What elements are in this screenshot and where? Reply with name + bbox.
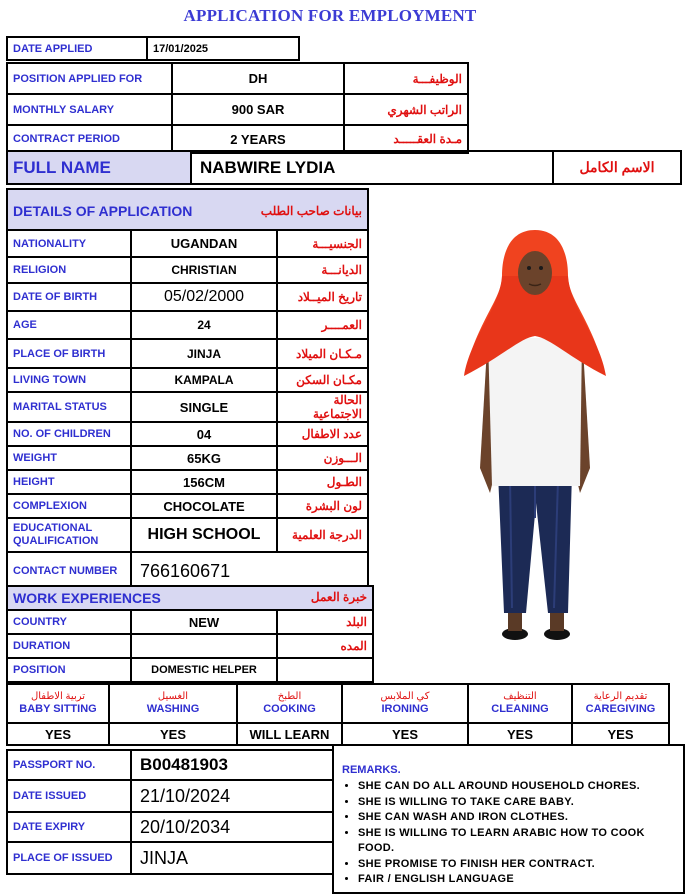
passport-value: JINJA [131, 842, 333, 874]
work-value [131, 634, 277, 658]
position-table [6, 62, 469, 154]
details-label-ar: مـكـان الميلاد [277, 339, 368, 368]
full-name-table [6, 150, 682, 185]
details-table [6, 188, 369, 591]
full-name-label-ar: الاسم الكامل [553, 151, 681, 184]
work-label: DURATION [7, 634, 131, 658]
position-value: DH [172, 63, 344, 94]
passport-label: DATE EXPIRY [7, 812, 131, 842]
salary-label: MONTHLY SALARY [7, 94, 172, 125]
details-label-ar: عدد الاطفال [277, 422, 368, 446]
details-label-ar: الحالة الاجتماعية [277, 392, 368, 422]
remark-item: • FAIR / ENGLISH LANGUAGE [358, 872, 677, 888]
skill-value: WILL LEARN [237, 723, 342, 745]
details-label: AGE [7, 311, 131, 339]
remark-item: • SHE CAN WASH AND IRON CLOTHES. [358, 810, 677, 826]
full-name-label: FULL NAME [7, 151, 191, 184]
details-label: MARITAL STATUS [7, 392, 131, 422]
details-value: 24 [131, 311, 277, 339]
work-label: POSITION [7, 658, 131, 682]
salary-value: 900 SAR [172, 94, 344, 125]
details-value: 04 [131, 422, 277, 446]
skill-cell: تربية الاطفال BABY SITTING [7, 684, 109, 723]
work-label-ar [277, 658, 373, 682]
passport-value: 20/10/2034 [131, 812, 333, 842]
date-applied-label: DATE APPLIED [7, 37, 147, 60]
work-header: WORK EXPERIENCES [13, 590, 161, 606]
details-label: EDUCATIONAL QUALIFICATION [7, 518, 131, 552]
remark-item: • SHE IS WILLING TO TAKE CARE BABY. [358, 795, 677, 811]
passport-label: PLACE OF ISSUED [7, 842, 131, 874]
details-header-ar: بيانات صاحب الطلب [260, 203, 362, 218]
work-value: NEW [131, 610, 277, 634]
details-value: CHRISTIAN [131, 257, 277, 283]
details-label: LIVING TOWN [7, 368, 131, 392]
skill-cell: كي الملابس IRONING [342, 684, 468, 723]
passport-value: 21/10/2024 [131, 780, 333, 812]
details-value: 156CM [131, 470, 277, 494]
skill-cell: الطبخ COOKING [237, 684, 342, 723]
details-value: 766160671 [131, 552, 368, 590]
work-header-ar: خبرة العمل [310, 590, 367, 604]
details-label-ar: الطـول [277, 470, 368, 494]
salary-label-ar: الراتب الشهري [344, 94, 468, 125]
remarks-title: REMARKS. [342, 764, 401, 776]
details-value: 65KG [131, 446, 277, 470]
details-label-ar: العمــــر [277, 311, 368, 339]
details-label: DATE OF BIRTH [7, 283, 131, 311]
remark-item: • SHE PROMISE TO FINISH HER CONTRACT. [358, 857, 677, 873]
position-label: POSITION APPLIED FOR [7, 63, 172, 94]
details-label: CONTACT NUMBER [7, 552, 131, 590]
details-label: WEIGHT [7, 446, 131, 470]
skill-cell: تقديم الرعاية CAREGIVING [572, 684, 669, 723]
passport-label: PASSPORT NO. [7, 750, 131, 780]
contract-label: CONTRACT PERIOD [7, 125, 172, 153]
details-label-ar: الـــوزن [277, 446, 368, 470]
details-label-ar: تاريخ الميــلاد [277, 283, 368, 311]
details-label-ar: لون البشرة [277, 494, 368, 518]
date-applied-value: 17/01/2025 [147, 37, 299, 60]
details-value: SINGLE [131, 392, 277, 422]
work-label: COUNTRY [7, 610, 131, 634]
details-value: KAMPALA [131, 368, 277, 392]
details-header: DETAILS OF APPLICATION [13, 202, 193, 219]
skill-value: YES [468, 723, 572, 745]
skill-value: YES [572, 723, 669, 745]
skill-cell: الغسيل WASHING [109, 684, 237, 723]
details-value: CHOCOLATE [131, 494, 277, 518]
work-label-ar: المده [277, 634, 373, 658]
skill-cell: التنظيف CLEANING [468, 684, 572, 723]
contract-label-ar: مـدة العقـــــد [344, 125, 468, 153]
passport-table [6, 749, 334, 875]
position-label-ar: الوظيفـــة [344, 63, 468, 94]
work-label-ar: البلد [277, 610, 373, 634]
details-value: HIGH SCHOOL [131, 518, 277, 552]
details-label-ar: الدرجة العلمية [277, 518, 368, 552]
date-applied-table [6, 36, 300, 61]
details-label: NATIONALITY [7, 230, 131, 257]
skill-value: YES [109, 723, 237, 745]
details-label: COMPLEXION [7, 494, 131, 518]
details-label-ar: الجنسيـــة [277, 230, 368, 257]
details-value: 05/02/2000 [131, 283, 277, 311]
form-title: APPLICATION FOR EMPLOYMENT [183, 6, 477, 25]
remarks-box [332, 744, 685, 894]
details-label-ar: مكـان السكن [277, 368, 368, 392]
work-value: DOMESTIC HELPER [131, 658, 277, 682]
details-label: RELIGION [7, 257, 131, 283]
details-label: NO. OF CHILDREN [7, 422, 131, 446]
details-value: JINJA [131, 339, 277, 368]
details-label-ar: الديانـــة [277, 257, 368, 283]
passport-value: B00481903 [131, 750, 333, 780]
work-table [6, 585, 374, 683]
remarks-list [342, 779, 677, 888]
remark-item: • SHE CAN DO ALL AROUND HOUSEHOLD CHORES. [358, 779, 677, 795]
remark-item: • SHE IS WILLING TO LEARN ARABIC HOW TO COOK FOOD. [358, 826, 677, 857]
full-name-value: NABWIRE LYDIA [191, 151, 553, 184]
skill-value: YES [342, 723, 468, 745]
details-value: UGANDAN [131, 230, 277, 257]
skills-table [6, 683, 670, 746]
skill-value: YES [7, 723, 109, 745]
applicant-photo [440, 218, 630, 658]
passport-label: DATE ISSUED [7, 780, 131, 812]
details-label: HEIGHT [7, 470, 131, 494]
contract-value: 2 YEARS [172, 125, 344, 153]
details-label: PLACE OF BIRTH [7, 339, 131, 368]
